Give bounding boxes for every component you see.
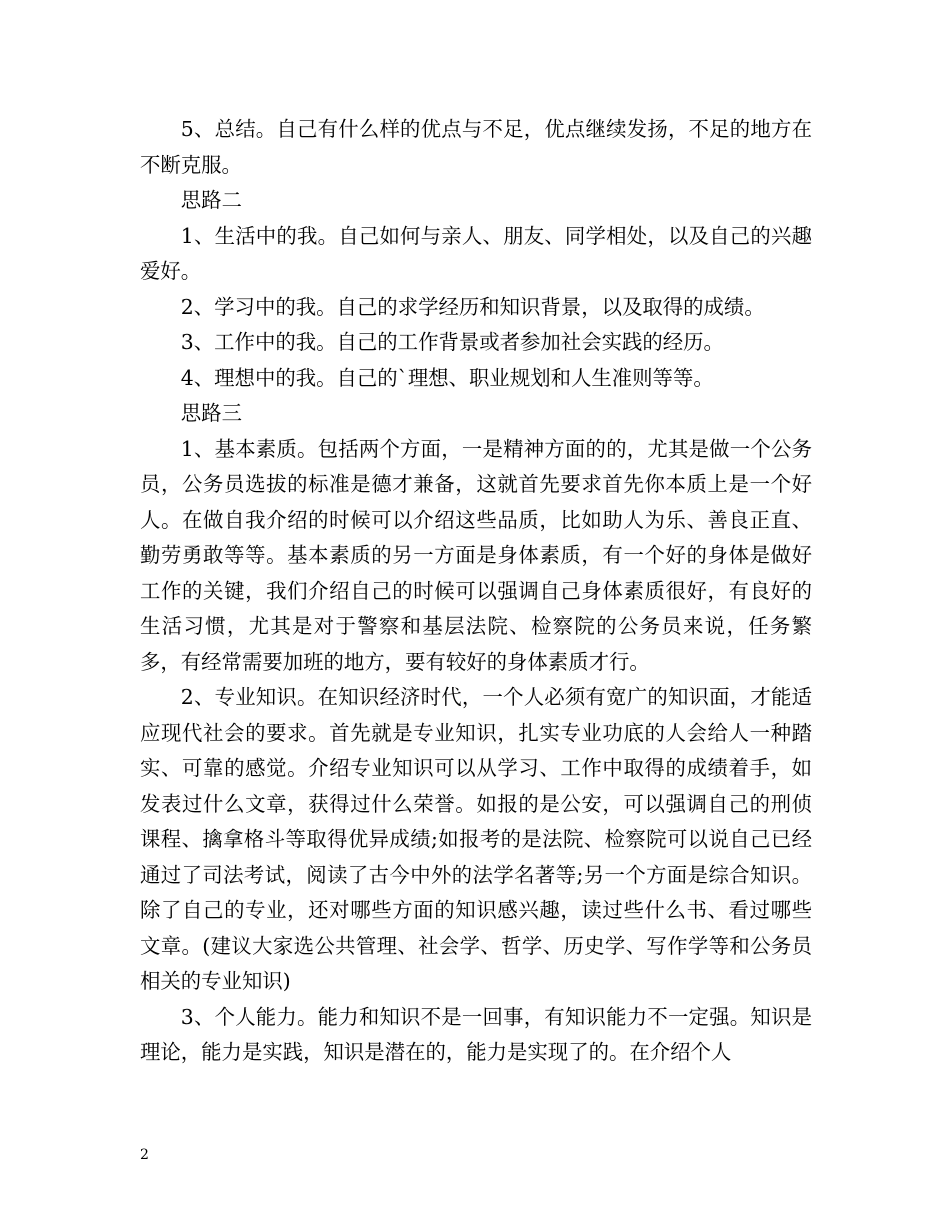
paragraph: 1、基本素质。包括两个方面，一是精神方面的的，尤其是做一个公务员，公务员选拔的标准是德才兼备，这就首先要求首先你本质上是一个好人。在做自我介绍的时候可以介绍这些品质，比如助人为乐、善良正直、勤劳勇敢等等。基本素质的另一方面是身体素质，有一个好的身体是做好工作的关键，我们介绍自己的时候可以强调自己身体素质很好，有良好的生活习惯，尤其是对于警察和基层法院、检察院的公务员来说，任务繁多，有经常需要加班的地方，要有较好的身体素质才行。 — [140, 436, 812, 674]
document-body — [140, 112, 812, 1071]
paragraph: 2、专业知识。在知识经济时代，一个人必须有宽广的知识面，才能适应现代社会的要求。首先就是专业知识，扎实专业功底的人会给人一种踏实、可靠的感觉。介绍专业知识可以从学习、工作中取得的成绩着手，如发表过什么文章，获得过什么荣誉。如报的是公安，可以强调自己的刑侦课程、擒拿格斗等取得优异成绩;如报考的是法院、检察院可以说自己已经通过了司法考试，阅读了古今中外的法学名著等;另一个方面是综合知识。除了自己的专业，还对哪些方面的知识感兴趣，读过些什么书、看过哪些文章。(建议大家选公共管理、社会学、哲学、历史学、写作学等和公务员相关的专业知识) — [140, 685, 812, 993]
section-heading: 思路三 — [180, 401, 242, 425]
paragraph: 3、工作中的我。自己的工作背景或者参加社会实践的经历。 — [180, 330, 724, 354]
paragraph: 1、生活中的我。自己如何与亲人、朋友、同学相处，以及自己的兴趣爱好。 — [140, 223, 812, 283]
page-number: 2 — [140, 1147, 149, 1163]
paragraph: 2、学习中的我。自己的求学经历和知识背景，以及取得的成绩。 — [180, 294, 765, 319]
paragraph: 4、理想中的我。自己的`理想、职业规划和人生准则等等。 — [180, 365, 714, 390]
section-heading: 思路二 — [180, 188, 242, 212]
paragraph: 3、个人能力。能力和知识不是一回事，有知识能力不一定强。知识是理论，能力是实践，知识是潜在的，能力是实现了的。在介绍个人 — [140, 1004, 812, 1064]
paragraph: 5、总结。自己有什么样的优点与不足，优点继续发扬，不足的地方在不断克服。 — [140, 117, 812, 177]
